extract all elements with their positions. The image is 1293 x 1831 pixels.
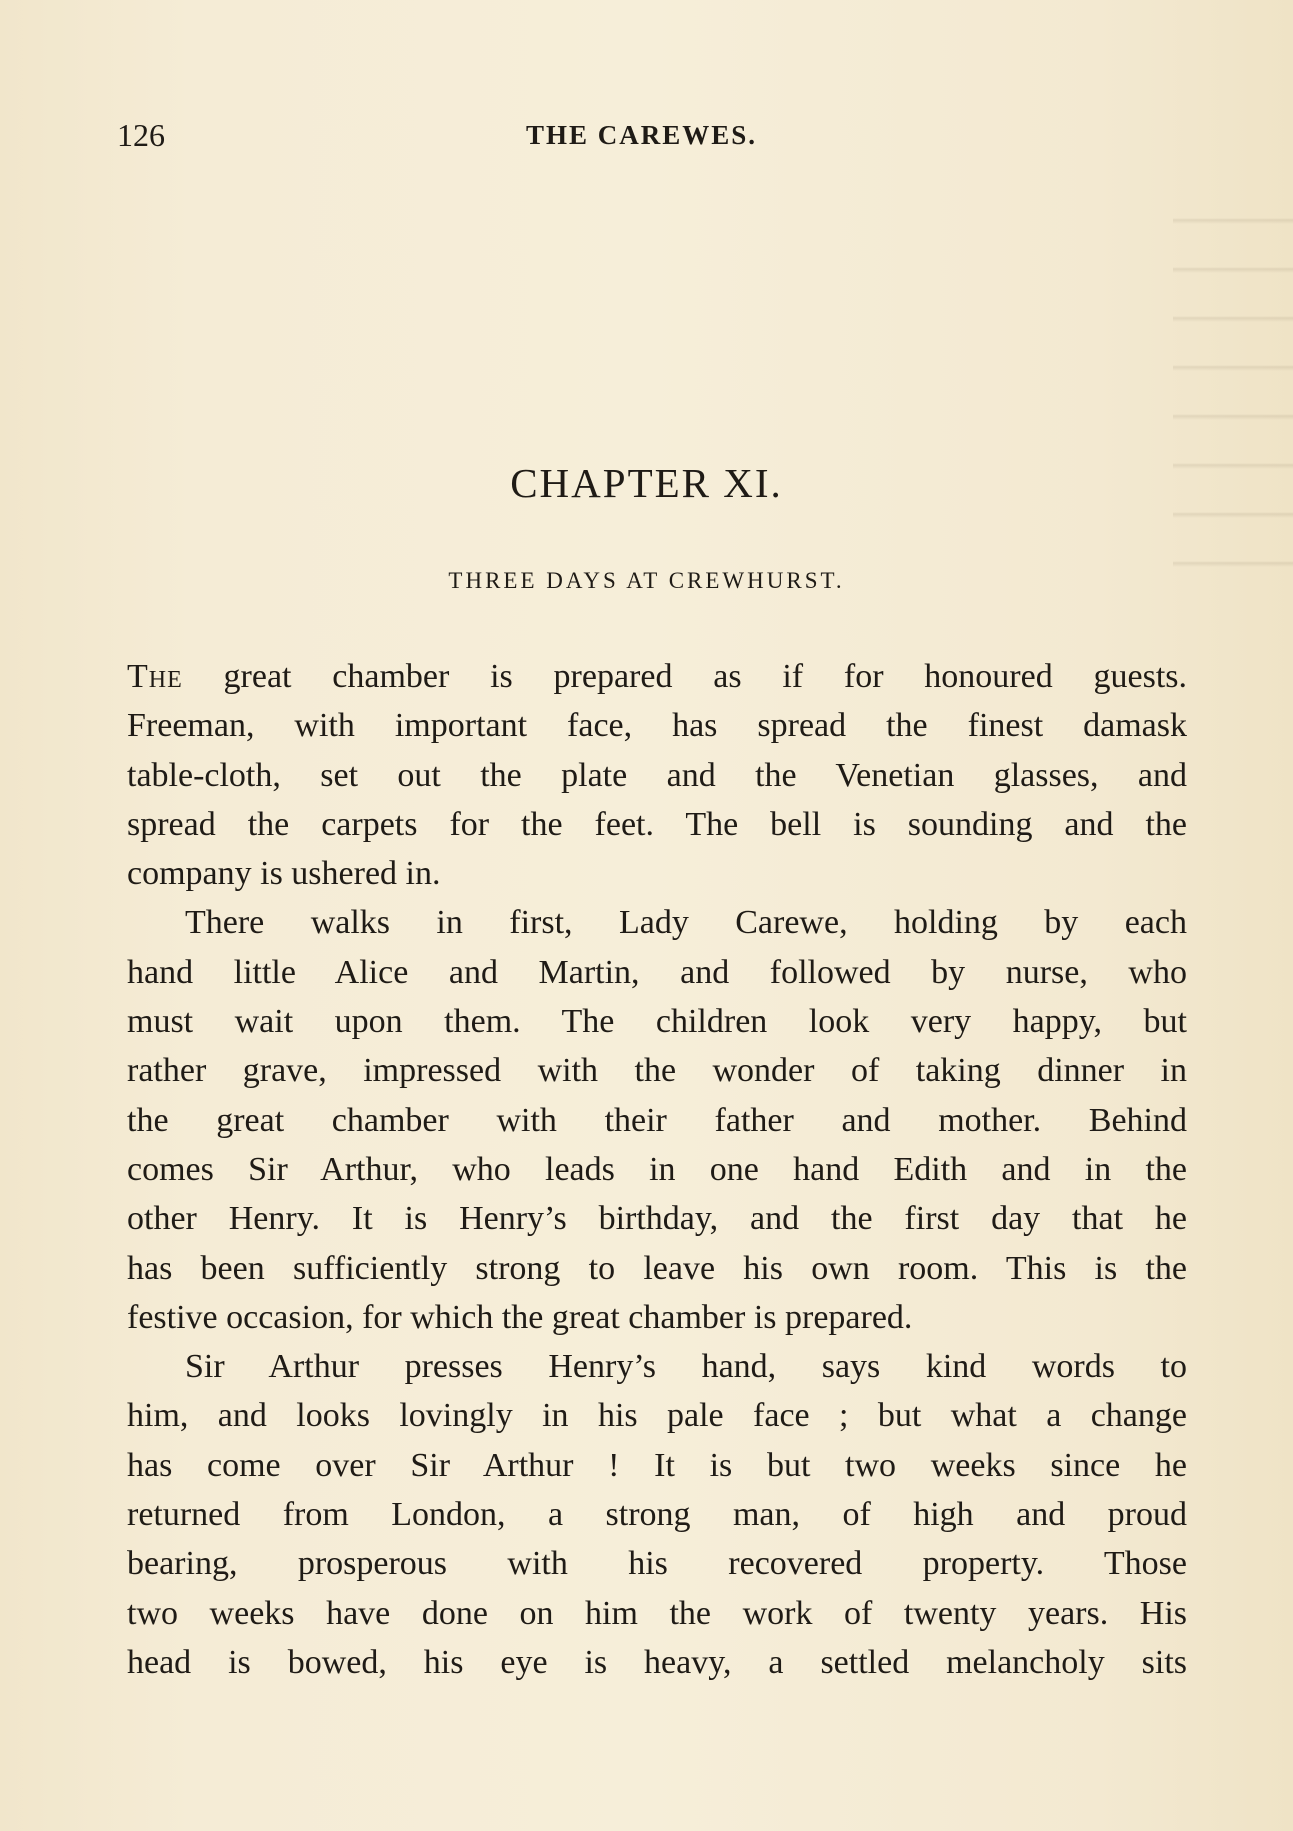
text-line: him, and looks lovingly in his pale face ; but what a change bbox=[127, 1397, 1187, 1435]
text-line: bearing, prosperous with his recovered property. Those bbox=[127, 1545, 1187, 1583]
text-line: Sir Arthur presses Henry’s hand, says kind words to bbox=[185, 1348, 1187, 1386]
drop-lead-word: The bbox=[127, 658, 183, 695]
text-line-content: great chamber is prepared as if for honoured guests. bbox=[182, 658, 1187, 695]
text-line: has been sufficiently strong to leave his own room. This is the bbox=[127, 1249, 1187, 1287]
text-line: comes Sir Arthur, who leads in one hand Edith and in the bbox=[127, 1150, 1187, 1188]
text-line: two weeks have done on him the work of twenty years. His bbox=[127, 1594, 1187, 1632]
chapter-subtitle: THREE DAYS AT CREWHURST. bbox=[448, 568, 845, 593]
running-title: THE CAREWES. bbox=[526, 120, 758, 150]
running-head bbox=[117, 117, 1190, 157]
text-line bbox=[127, 652, 1187, 701]
page-number: 126 bbox=[117, 117, 165, 153]
text-line: hand little Alice and Martin, and followed by nurse, who bbox=[127, 953, 1187, 991]
body-text bbox=[127, 652, 1187, 1687]
text-line: company is ushered in. bbox=[127, 855, 441, 893]
text-line: table-cloth, set out the plate and the Venetian glasses, and bbox=[127, 756, 1187, 794]
text-line: head is bowed, his eye is heavy, a settled melancholy sits bbox=[127, 1643, 1187, 1681]
text-line: There walks in first, Lady Carewe, holding by each bbox=[185, 904, 1187, 942]
show-through-text bbox=[1173, 190, 1293, 570]
chapter-heading: CHAPTER XI. bbox=[510, 460, 783, 506]
text-line: spread the carpets for the feet. The bell is sounding and the bbox=[127, 805, 1187, 843]
text-line: must wait upon them. The children look very happy, but bbox=[127, 1003, 1187, 1041]
text-line: rather grave, impressed with the wonder of taking dinner in bbox=[127, 1052, 1187, 1090]
text-line: Freeman, with important face, has spread the finest damask bbox=[127, 707, 1187, 745]
text-line: returned from London, a strong man, of high and proud bbox=[127, 1496, 1187, 1534]
text-line: other Henry. It is Henry’s birthday, and the first day that he bbox=[127, 1200, 1187, 1238]
text-line: the great chamber with their father and mother. Behind bbox=[127, 1101, 1187, 1139]
text-line: festive occasion, for which the great chamber is prepared. bbox=[127, 1298, 913, 1336]
text-line: has come over Sir Arthur ! It is but two weeks since he bbox=[127, 1446, 1187, 1484]
